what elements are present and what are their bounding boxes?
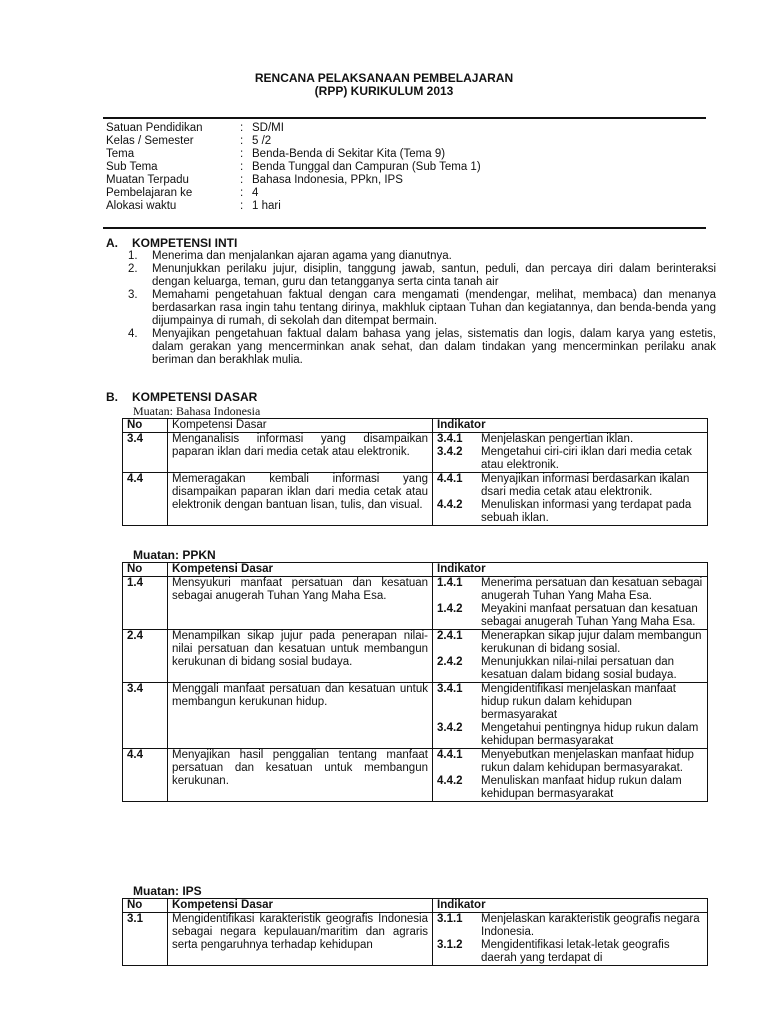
col-indikator-header: Indikator <box>433 899 708 913</box>
indikator-item: 1.4.2 Meyakini manfaat persatuan dan kesatuan sebagai anugerah Tuhan Yang Maha Esa. <box>437 603 698 628</box>
indikator-item: 3.4.1 Menjelaskan pengertian iklan. <box>437 433 634 445</box>
indikator-item: 4.4.2 Menuliskan informasi yang terdapat pada sebuah iklan. <box>437 499 692 524</box>
col-no-header: No <box>123 563 168 577</box>
indikator-item: 1.4.1 Menerima persatuan dan kesatuan sebagai anugerah Tuhan Yang Maha Esa. <box>437 577 703 602</box>
indikator-item: 3.1.1 Menjelaskan karakteristik geografis negara Indonesia. <box>437 913 700 938</box>
indikator-item: 3.4.2 Mengetahui pentingnya hidup rukun dalam kehidupan bermasyarakat <box>437 722 699 747</box>
muatan-ips-label: Muatan: IPS <box>133 884 202 898</box>
kd-table-bahasa <box>122 418 708 526</box>
col-no-header: No <box>123 899 168 913</box>
indikator-item: 2.4.1 Menerapkan sikap jujur dalam membangun kerukunan di bidang sosial. <box>437 630 702 655</box>
indikator-item: 4.4.2 Menuliskan manfaat hidup rukun dalam kehidupan bermasyarakat <box>437 775 682 800</box>
table-row: 3.4 Menggali manfaat persatuan dan kesatuan untuk membangun kerukunan hidup. 3.4.1 Mengidentifikasi menjelaskan manfaat hidup rukun dalam kehidupan bermasyarakat 3.4.2 Mengetahui pentingnya hidup rukun dalam kehidupan bermasyarakat <box>123 683 708 749</box>
identity-row: Pembelajaran ke : 4 <box>106 187 259 199</box>
col-kd-header: Kompetensi Dasar <box>168 899 433 913</box>
section-b-heading: B. KOMPETENSI DASAR <box>106 390 258 404</box>
table-header-row <box>123 419 708 433</box>
col-no-header: No <box>123 419 168 433</box>
indikator-item: 3.4.2 Mengetahui ciri-ciri iklan dari media cetak atau elektronik. <box>437 446 692 471</box>
identity-row: Kelas / Semester : 5 /2 <box>106 135 272 147</box>
table-row: 3.1 Mengidentifikasi karakteristik geografis Indonesia sebagai negara kepulauan/maritim dan agraris serta pengaruhnya terhadap kehidupan 3.1.1 Menjelaskan karakteristik geografis negara Indonesia. 3.1.2 Mengidentifikasi letak-letak geografis daerah yang terdapat di <box>123 913 708 966</box>
list-item: 1. Menerima dan menjalankan ajaran agama yang dianutnya. <box>128 250 452 262</box>
section-a-heading: A. KOMPETENSI INTI <box>106 236 238 250</box>
list-item: 2. Menunjukkan perilaku jujur, disiplin, tanggung jawab, santun, peduli, dan percaya diri dalam berinteraksi dengan keluarga, teman, guru dan tetangganya serta cinta tanah air <box>128 263 716 288</box>
col-kd-header: Kompetensi Dasar <box>168 563 433 577</box>
divider-top <box>103 117 706 119</box>
muatan-ppkn-label: Muatan: PPKN <box>133 548 216 562</box>
table-header-row <box>123 899 708 913</box>
table-header-row <box>123 563 708 577</box>
kd-table-ppkn <box>122 562 708 802</box>
indikator-item: 3.4.1 Mengidentifikasi menjelaskan manfaat hidup rukun dalam kehidupan bermasyarakat <box>437 683 676 721</box>
identity-row: Muatan Terpadu : Bahasa Indonesia, PPkn, IPS <box>106 174 403 186</box>
kd-table-ips <box>122 898 708 966</box>
identity-row: Sub Tema : Benda Tunggal dan Campuran (Sub Tema 1) <box>106 161 481 173</box>
col-indikator-header: Indikator <box>433 563 708 577</box>
muatan-bahasa-label: Muatan: Bahasa Indonesia <box>133 404 261 418</box>
document-title-line2: (RPP) KURIKULUM 2013 <box>314 84 454 98</box>
col-indikator-header: Indikator <box>433 419 708 433</box>
kompetensi-inti-list <box>128 250 716 367</box>
list-item: 4. Menyajikan pengetahuan faktual dalam bahasa yang jelas, sistematis dan logis, dalam karya yang estetis, dalam gerakan yang mencerminkan anak sehat, dan dalam tindakan yang mencerminkan perilaku anak beriman dan berakhlak mulia. <box>128 328 716 366</box>
divider-bottom <box>103 227 706 229</box>
table-row: 2.4 Menampilkan sikap jujur pada penerapan nilai-nilai persatuan dan kesatuan untuk membangun kerukunan di bidang sosial budaya. 2.4.1 Menerapkan sikap jujur dalam membangun kerukunan di bidang sosial. 2.4.2 Menunjukkan nilai-nilai persatuan dan kesatuan dalam bidang sosial budaya. <box>123 630 708 683</box>
list-item: 3. Memahami pengetahuan faktual dengan cara mengamati (mendengar, melihat, membaca) dan menanya berdasarkan rasa ingin tahu tentang dirinya, makhluk ciptaan Tuhan dan kegiatannya, dan benda-benda yang dijumpainya di rumah, di sekolah dan ditempat bermain. <box>128 289 716 327</box>
identity-row: Satuan Pendidikan : SD/MI <box>106 122 284 134</box>
indikator-item: 3.1.2 Mengidentifikasi letak-letak geografis daerah yang terdapat di <box>437 939 670 964</box>
identity-block <box>106 122 706 213</box>
identity-row: Alokasi waktu : 1 hari <box>106 200 281 212</box>
indikator-item: 4.4.1 Menyajikan informasi berdasarkan ikalan dsari media cetak atau elektronik. <box>437 473 690 498</box>
table-row: 1.4 Mensyukuri manfaat persatuan dan kesatuan sebagai anugerah Tuhan Yang Maha Esa. 1.4.1 Menerima persatuan dan kesatuan sebagai anugerah Tuhan Yang Maha Esa. 1.4.2 Meyakini manfaat persatuan dan kesatuan sebagai anugerah Tuhan Yang Maha Esa. <box>123 577 708 630</box>
table-row: 3.4 Menganalisis informasi yang disampaikan paparan iklan dari media cetak atau elektronik. 3.4.1 Menjelaskan pengertian iklan. 3.4.2 Mengetahui ciri-ciri iklan dari media cetak atau elektronik. <box>123 433 708 473</box>
table-row: 4.4 Menyajikan hasil penggalian tentang manfaat persatuan dan kesatuan untuk membangun kerukunan. 4.4.1 Menyebutkan menjelaskan manfaat hidup rukun dalam kehidupan bermasyarakat. 4.4.2 Menuliskan manfaat hidup rukun dalam kehidupan bermasyarakat <box>123 749 708 802</box>
identity-row: Tema : Benda-Benda di Sekitar Kita (Tema 9) <box>106 148 446 160</box>
indikator-item: 2.4.2 Menunjukkan nilai-nilai persatuan dan kesatuan dalam bidang sosial budaya. <box>437 656 677 681</box>
document-title-line1: RENCANA PELAKSANAAN PEMBELAJARAN <box>254 71 514 85</box>
col-kd-header: Kompetensi Dasar <box>168 419 433 433</box>
table-row: 4.4 Memeragakan kembali informasi yang disampaikan paparan iklan dari media cetak atau elektronik dengan bantuan lisan, tulis, dan visual. 4.4.1 Menyajikan informasi berdasarkan ikalan dsari media cetak atau elektronik. 4.4.2 Menuliskan informasi yang terdapat pada sebuah iklan. <box>123 473 708 526</box>
indikator-item: 4.4.1 Menyebutkan menjelaskan manfaat hidup rukun dalam kehidupan bermasyarakat. <box>437 749 694 774</box>
